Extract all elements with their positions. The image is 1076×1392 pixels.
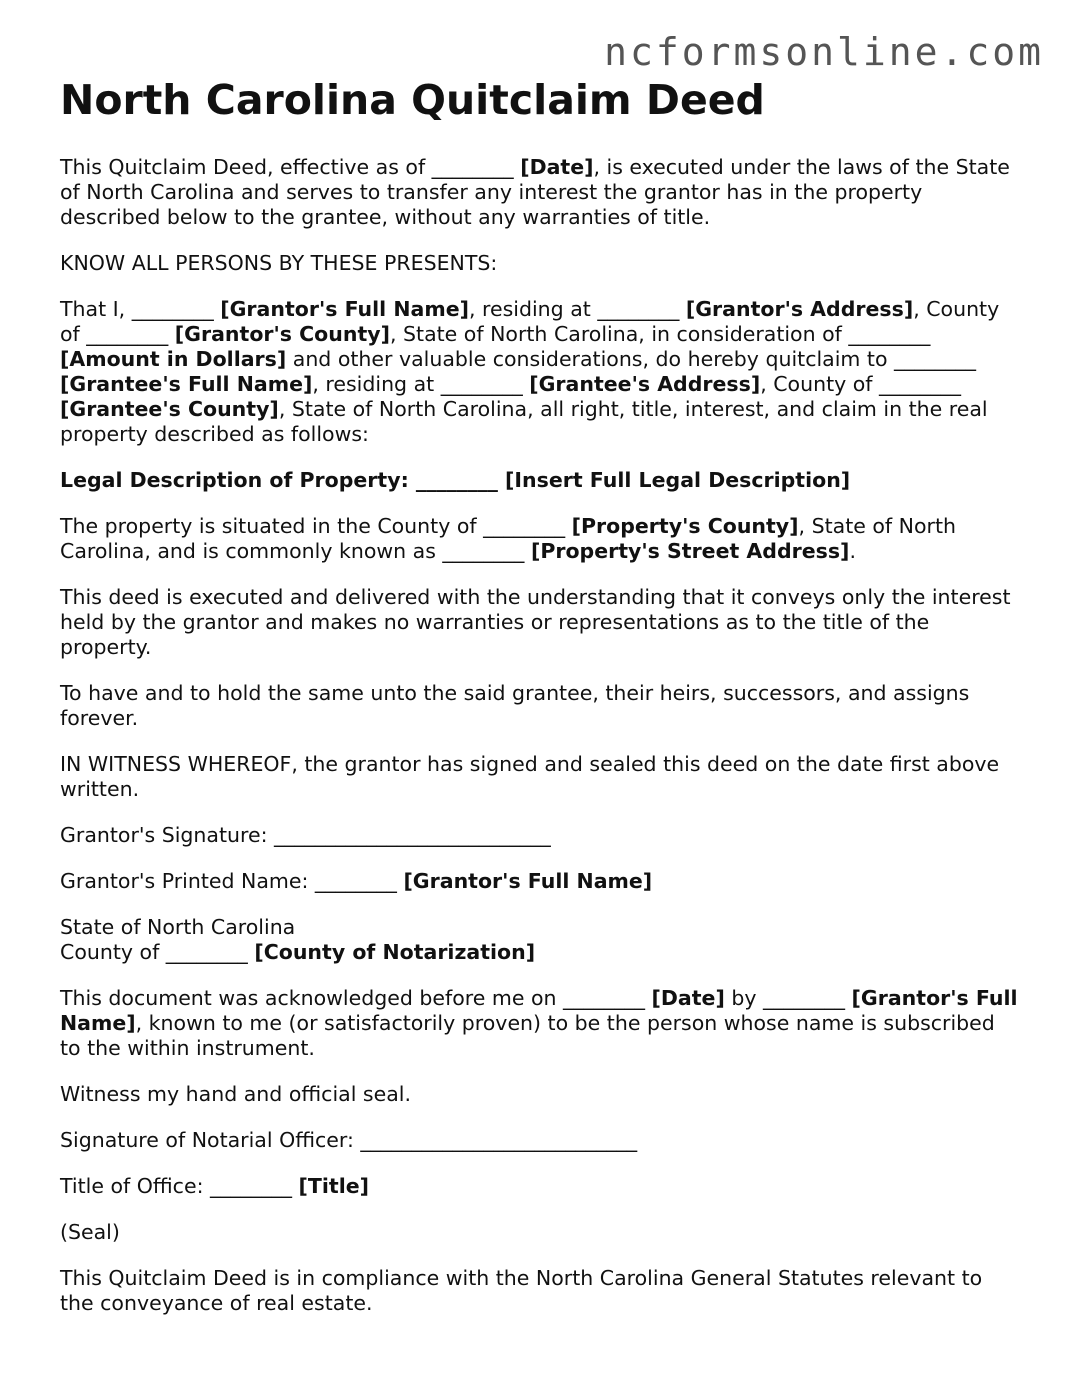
property-county-placeholder: [Property's County] (571, 514, 799, 538)
no-warranty-paragraph: This deed is executed and delivered with the understanding that it conveys only the interest held by the grantor and makes no warranties or representations as to the title of the property. (60, 585, 1011, 659)
ack-date-placeholder: [Date] (651, 986, 725, 1010)
ack-grantor-placeholder: [Grantor's Full Name] (60, 986, 1018, 1035)
grantor-printed-name-line: Grantor's Printed Name: ________ [Grantor's Full Name] (60, 869, 653, 893)
title-of-office-line: Title of Office: ________ [Title] (60, 1174, 369, 1198)
title-placeholder: [Title] (298, 1174, 369, 1198)
presents-heading: KNOW ALL PERSONS BY THESE PRESENTS: (60, 251, 498, 275)
grantor-address-placeholder: [Grantor's Address] (685, 297, 914, 321)
grantor-signature-line: Grantor's Signature: ___________________________ (60, 823, 551, 847)
page-title: North Carolina Quitclaim Deed (60, 76, 765, 124)
grantee-name-placeholder: [Grantee's Full Name] (60, 372, 313, 396)
conveyance-paragraph: That I, ________ [Grantor's Full Name], residing at ________ [Grantor's Address], County of ________ [Grantor's County], State of North Carolina, in consideration of ________ [Amount in Dollars] and other valuable considerations, do hereby quitclaim to ________ [Grantee's Full Name], residing at ________ [Grantee's Address], County of ________ [Grantee's County], State of North Carolina, all right, title, interest, and claim in the real property described as follows: (60, 297, 1000, 446)
habendum-paragraph: To have and to hold the same unto the said grantee, their heirs, successors, and assigns forever. (60, 681, 970, 730)
seal-label: (Seal) (60, 1220, 120, 1244)
legal-description: Legal Description of Property: ________ [Insert Full Legal Description] (60, 468, 851, 492)
date-placeholder: [Date] (520, 155, 594, 179)
witness-hand-line: Witness my hand and official seal. (60, 1082, 411, 1106)
deed-body (60, 155, 1020, 1337)
grantor-county-placeholder: [Grantor's County] (174, 322, 390, 346)
intro-paragraph: This Quitclaim Deed, effective as of ________ [Date], is executed under the laws of the State of North Carolina and serves to transfer any interest the grantor has in the property described below to the grantee, without any warranties of title. (60, 155, 1010, 229)
notary-venue: State of North Carolina County of ________ [County of Notarization] (60, 915, 536, 964)
compliance-paragraph: This Quitclaim Deed is in compliance with the North Carolina General Statutes relevant to the conveyance of real estate. (60, 1266, 983, 1315)
acknowledgment-paragraph: This document was acknowledged before me on ________ [Date] by ________ [Grantor's Full Name], known to me (or satisfactorily proven) to be the person whose name is subscribed to the within instrument. (60, 986, 1018, 1060)
property-address-placeholder: [Property's Street Address] (530, 539, 850, 563)
grantee-address-placeholder: [Grantee's Address] (529, 372, 761, 396)
notary-state: State of North Carolina (60, 915, 296, 939)
property-location-paragraph: The property is situated in the County of ________ [Property's County], State of North Carolina, and is commonly known as ________ [Property's Street Address]. (60, 514, 956, 563)
witness-whereof-paragraph: IN WITNESS WHEREOF, the grantor has signed and sealed this deed on the date first above written. (60, 752, 1000, 801)
notary-county-placeholder: [County of Notarization] (254, 940, 536, 964)
grantor-name-placeholder: [Grantor's Full Name] (220, 297, 469, 321)
grantee-county-placeholder: [Grantee's County] (60, 397, 279, 421)
printed-name-placeholder: [Grantor's Full Name] (403, 869, 653, 893)
site-watermark: ncformsonline.com (604, 30, 1044, 74)
amount-placeholder: [Amount in Dollars] (60, 347, 287, 371)
notary-signature-line: Signature of Notarial Officer: ___________________________ (60, 1128, 638, 1152)
